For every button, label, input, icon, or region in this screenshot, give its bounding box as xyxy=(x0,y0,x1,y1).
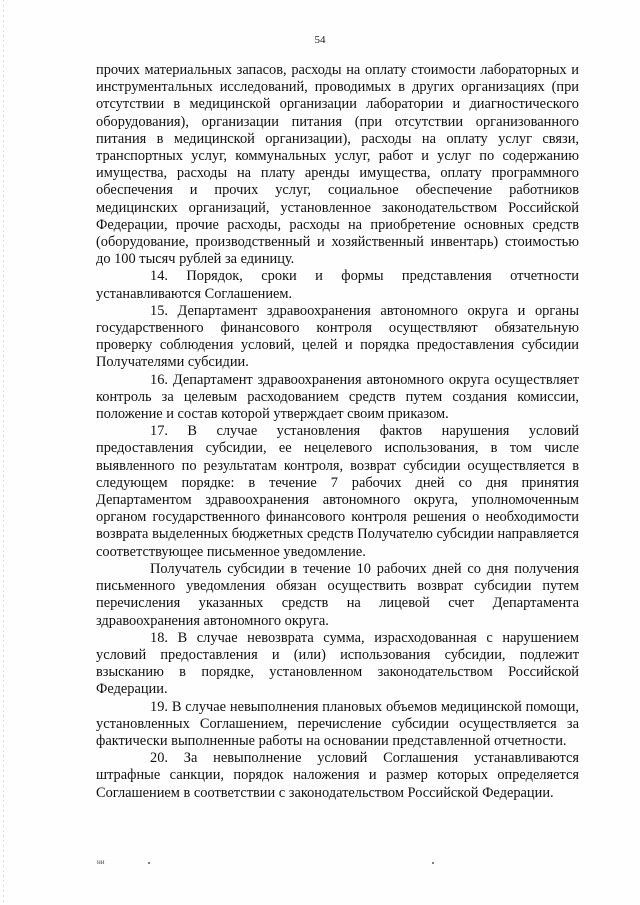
document-body xyxy=(96,62,579,802)
paragraph-20: 20. За невыполнение условий Соглашения устанавливаются штрафные санкции, порядок наложения и размер которых определяется Соглашением в соответствии с законодательством Российской Федерации. xyxy=(96,750,579,801)
paragraph-14: 14. Порядок, сроки и формы представления отчетности устанавливаются Соглашением. xyxy=(96,268,579,302)
paragraph-19: 19. В случае невыполнения плановых объемов медицинской помощи, установленных Соглашением, перечисление субсидии осуществляется за фактически выполненные работы на основании представленной отчетности. xyxy=(96,698,579,749)
paragraph-17: 17. В случае установления фактов нарушения условий предоставления субсидии, ее нецелевого использования, в том числе выявленного по результатам контроля, возврат субсидии осуществляется в следующем порядке: в течение 7 рабочих дней со дня принятия Департаментом здравоохранения автономного округа, уполномоченным органом государственного финансового контроля решения о необходимости возврата выделенных бюджетных средств Получателю субсидии направляется соответствующее письменное уведомление. xyxy=(96,423,579,560)
paragraph-18: 18. В случае невозврата сумма, израсходованная с нарушением условий предоставления и (или) использования субсидии, подлежит взысканию в порядке, установленном законодательством Российской Федерации. xyxy=(96,629,579,698)
paragraph-15: 15. Департамент здравоохранения автономного округа и органы государственного финансового контроля осуществляют обязательную проверку соблюдения условий, целей и порядка предоставления субсидии Получателями субсидии. xyxy=(96,302,579,371)
paragraph-continuation: прочих материальных запасов, расходы на оплату стоимости лабораторных и инструментальных исследований, проводимых в других организациях (при отсутствии в медицинской организации лаборатории и диагностического оборудования), организации питания (при отсутствии организованного питания в медицинской организации), расходы на оплату услуг связи, транспортных услуг, коммунальных услуг, работ и услуг по содержанию имущества, расходы на плату аренды имущества, оплату программного обеспечения и прочих услуг, социальное обеспечение работников медицинских организаций, установленное законодательством Российской Федерации, прочие расходы, расходы на приобретение основных средств (оборудование, производственный и хозяйственный инвентарь) стоимостью до 100 тысяч рублей за единицу. xyxy=(96,62,579,268)
paragraph-16: 16. Департамент здравоохранения автономного округа осуществляет контроль за целевым расходованием средств путем создания комиссии, положение и состав которой утверждает своим приказом. xyxy=(96,371,579,423)
page-number: 54 xyxy=(314,34,326,46)
scan-speck xyxy=(432,862,434,864)
scan-edge xyxy=(3,0,4,905)
footer-mark: ни xyxy=(97,858,105,866)
scan-speck xyxy=(148,862,150,864)
paragraph-17-continued: Получатель субсидии в течение 10 рабочих дней со дня получения письменного уведомления обязан осуществить возврат субсидии путем перечисления указанных средств на лицевой счет Департамента здравоохранения автономного округа. xyxy=(96,560,579,629)
